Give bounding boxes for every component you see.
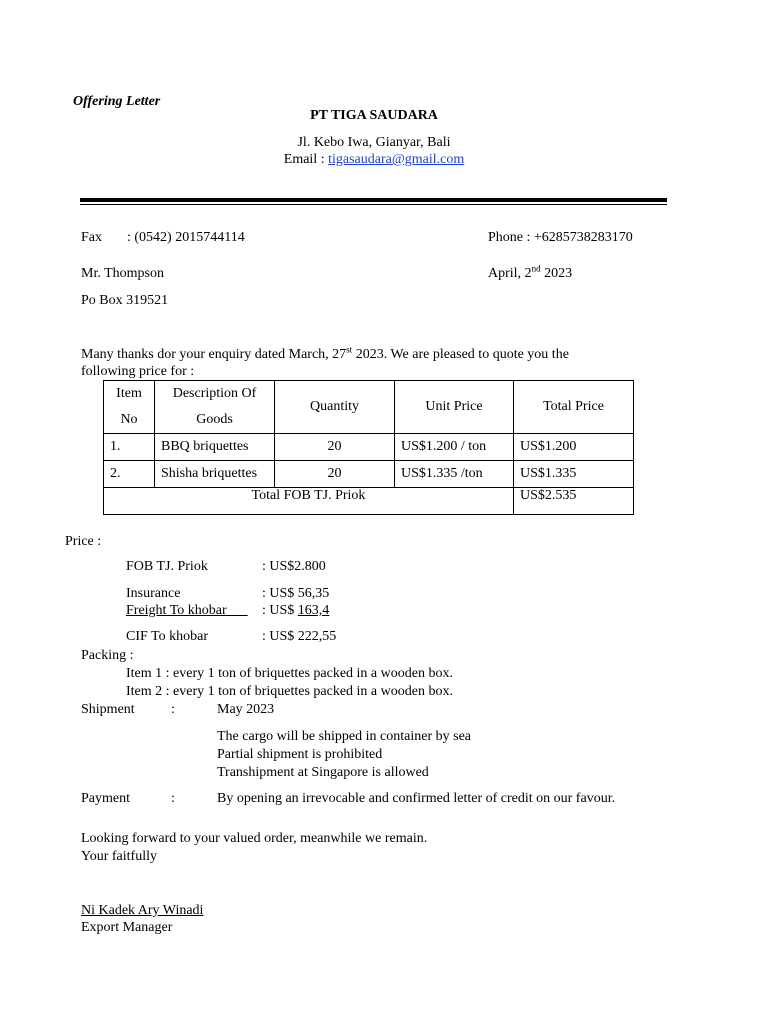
freight-value-prefix: : US$ — [262, 603, 298, 618]
insurance-label: Insurance — [126, 586, 181, 601]
closing-line-2: Your faitfully — [81, 849, 157, 864]
letter-date — [488, 265, 572, 282]
intro-line-1 — [81, 346, 569, 363]
table-total-row — [104, 488, 634, 515]
table-row — [104, 434, 634, 461]
signatory-title: Export Manager — [81, 920, 173, 935]
recipient-po-box: Po Box 319521 — [81, 293, 169, 308]
row-unit-price: US$1.200 / ton — [395, 434, 514, 461]
row-total-price: US$1.335 — [514, 461, 634, 488]
header-item-text: Item — [116, 386, 142, 401]
shipment-label: Shipment — [81, 702, 135, 717]
date-prefix: April, 2 — [488, 266, 532, 281]
header-unit-price: Unit Price — [395, 381, 514, 434]
shipment-colon: : — [171, 702, 175, 717]
table-header-row — [104, 381, 634, 434]
header-goods-text: Goods — [196, 412, 233, 427]
phone-number: Phone : +6285738283170 — [488, 230, 633, 245]
recipient-name: Mr. Thompson — [81, 266, 164, 281]
date-year: 2023 — [540, 266, 573, 281]
row-quantity: 20 — [275, 461, 395, 488]
intro-line-2: following price for : — [81, 364, 195, 379]
email-link[interactable]: tigasaudara@gmail.com — [328, 152, 465, 167]
date-suffix-sup: nd — [531, 263, 541, 274]
header-divider-thick — [80, 198, 667, 202]
total-value: US$2.535 — [514, 488, 634, 515]
cif-label: CIF To khobar — [126, 629, 208, 644]
shipment-line-2: Partial shipment is prohibited — [217, 747, 383, 762]
company-email-line — [0, 151, 748, 168]
company-address: Jl. Kebo Iwa, Gianyar, Bali — [297, 135, 451, 150]
freight-label-text: Freight To khobar — [126, 603, 227, 618]
header-item-no — [104, 381, 155, 434]
closing-line-1: Looking forward to your valued order, meanwhile we remain. — [81, 831, 428, 846]
header-total-price: Total Price — [514, 381, 634, 434]
row-no: 2. — [104, 461, 155, 488]
packing-item-2: Item 2 : every 1 ton of briquettes packed in a wooden box. — [126, 684, 453, 699]
document-type-label: Offering Letter — [73, 94, 161, 109]
cif-value: : US$ 222,55 — [262, 629, 337, 644]
header-divider-thin — [80, 204, 667, 205]
row-quantity: 20 — [275, 434, 395, 461]
header-quantity: Quantity — [275, 381, 395, 434]
payment-label: Payment — [81, 791, 130, 806]
fax-label: Fax — [81, 230, 102, 245]
fob-label: FOB TJ. Priok — [126, 559, 208, 574]
price-label: Price : — [65, 534, 102, 549]
fob-value: : US$2.800 — [262, 559, 326, 574]
payment-terms: By opening an irrevocable and confirmed letter of credit on our favour. — [217, 791, 616, 806]
row-unit-price: US$1.335 /ton — [395, 461, 514, 488]
intro-text-a: Many thanks dor your enquiry dated March, 27 — [81, 347, 347, 362]
freight-label — [126, 602, 248, 619]
shipment-line-1: The cargo will be shipped in container by sea — [217, 729, 471, 744]
price-quote-table — [103, 380, 634, 515]
fax-value: : (0542) 2015744114 — [127, 230, 245, 245]
shipment-date: May 2023 — [217, 702, 275, 717]
freight-value-amount: 163,4 — [297, 603, 330, 618]
row-description: BBQ briquettes — [155, 434, 275, 461]
header-no-text: No — [120, 412, 138, 427]
row-no: 1. — [104, 434, 155, 461]
table-row — [104, 461, 634, 488]
intro-sup: st — [346, 344, 353, 355]
total-label: Total FOB TJ. Priok — [104, 488, 514, 515]
intro-text-b: 2023. We are pleased to quote you the — [352, 347, 569, 362]
payment-colon: : — [171, 791, 175, 806]
freight-value — [262, 602, 329, 619]
packing-label: Packing : — [81, 648, 134, 663]
insurance-value: : US$ 56,35 — [262, 586, 330, 601]
header-description — [155, 381, 275, 434]
header-description-text: Description Of — [172, 386, 257, 401]
signatory-name: Ni Kadek Ary Winadi — [81, 903, 204, 918]
packing-item-1: Item 1 : every 1 ton of briquettes packed in a wooden box. — [126, 666, 453, 681]
email-label: Email : — [283, 152, 329, 167]
shipment-line-3: Transhipment at Singapore is allowed — [217, 765, 429, 780]
row-total-price: US$1.200 — [514, 434, 634, 461]
company-name: PT TIGA SAUDARA — [310, 108, 438, 123]
row-description: Shisha briquettes — [155, 461, 275, 488]
